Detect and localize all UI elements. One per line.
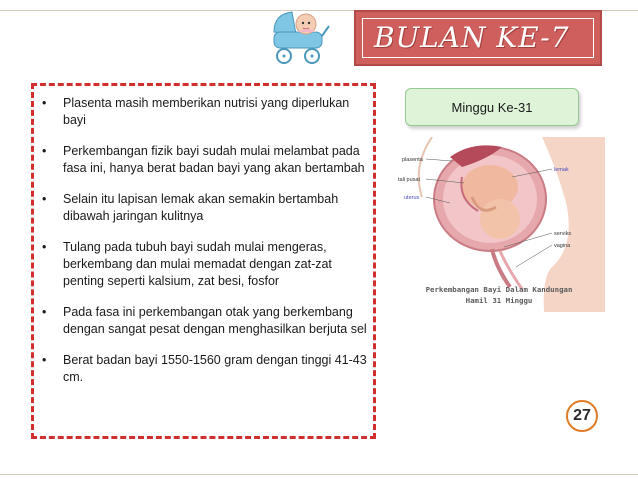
bullet-dot: • bbox=[42, 192, 47, 206]
bullet-text: Plasenta masih memberikan nutrisi yang diperlukan bayi bbox=[63, 96, 350, 127]
bullet-text: Tulang pada tubuh bayi sudah mulai mengeras, berkembang dan mulai memadat dengan zat-zat penting seperti kalsium, zat besi, fosfor bbox=[63, 240, 332, 288]
caption-line-1: Perkembangan Bayi Dalam Kandungan bbox=[425, 285, 573, 294]
week-label: Minggu Ke-31 bbox=[451, 99, 533, 115]
illustration-caption bbox=[388, 284, 610, 306]
label-serviks: serviks bbox=[554, 231, 572, 237]
bullet-text: Berat badan bayi 1550-1560 gram dengan tinggi 41-43 cm. bbox=[63, 353, 367, 384]
footer-rule bbox=[0, 474, 638, 475]
bullet-item bbox=[42, 352, 372, 386]
bullet-item bbox=[42, 143, 372, 177]
bullet-dot: • bbox=[42, 240, 47, 254]
label-lemak: lemak bbox=[554, 167, 569, 173]
page-number-badge bbox=[566, 400, 598, 432]
label-plasenta: plasenta bbox=[402, 157, 423, 163]
bullet-dot: • bbox=[42, 353, 47, 367]
bullet-item bbox=[42, 304, 372, 338]
bullet-dot: • bbox=[42, 144, 47, 158]
bullet-item bbox=[42, 191, 372, 225]
title-banner bbox=[354, 10, 602, 66]
week-label-box bbox=[405, 88, 579, 126]
bullet-item bbox=[42, 239, 372, 290]
page-number: 27 bbox=[573, 407, 591, 424]
label-vagina: vagina bbox=[554, 243, 571, 249]
page-title: BULAN KE-7 bbox=[374, 21, 570, 54]
baby-carriage-icon bbox=[266, 4, 332, 66]
bullet-dot: • bbox=[42, 305, 47, 319]
bullet-list bbox=[42, 95, 372, 400]
bullet-text: Selain itu lapisan lemak akan semakin bertambah dibawah jaringan kulitnya bbox=[63, 192, 339, 223]
bullet-text: Perkembangan fizik bayi sudah mulai melambat pada fasa ini, hanya berat badan bayi yang akan bertambah bbox=[63, 144, 365, 175]
label-uterus: uterus bbox=[404, 195, 420, 201]
bullet-item bbox=[42, 95, 372, 129]
bullet-text: Pada fasa ini perkembangan otak yang berkembang dengan sangat pesat dengan menghasilkan berjuta sel bbox=[63, 305, 367, 336]
bullet-dot: • bbox=[42, 96, 47, 110]
caption-line-2: Hamil 31 Minggu bbox=[465, 296, 533, 305]
label-tali-pusat: tali pusat bbox=[398, 177, 421, 183]
